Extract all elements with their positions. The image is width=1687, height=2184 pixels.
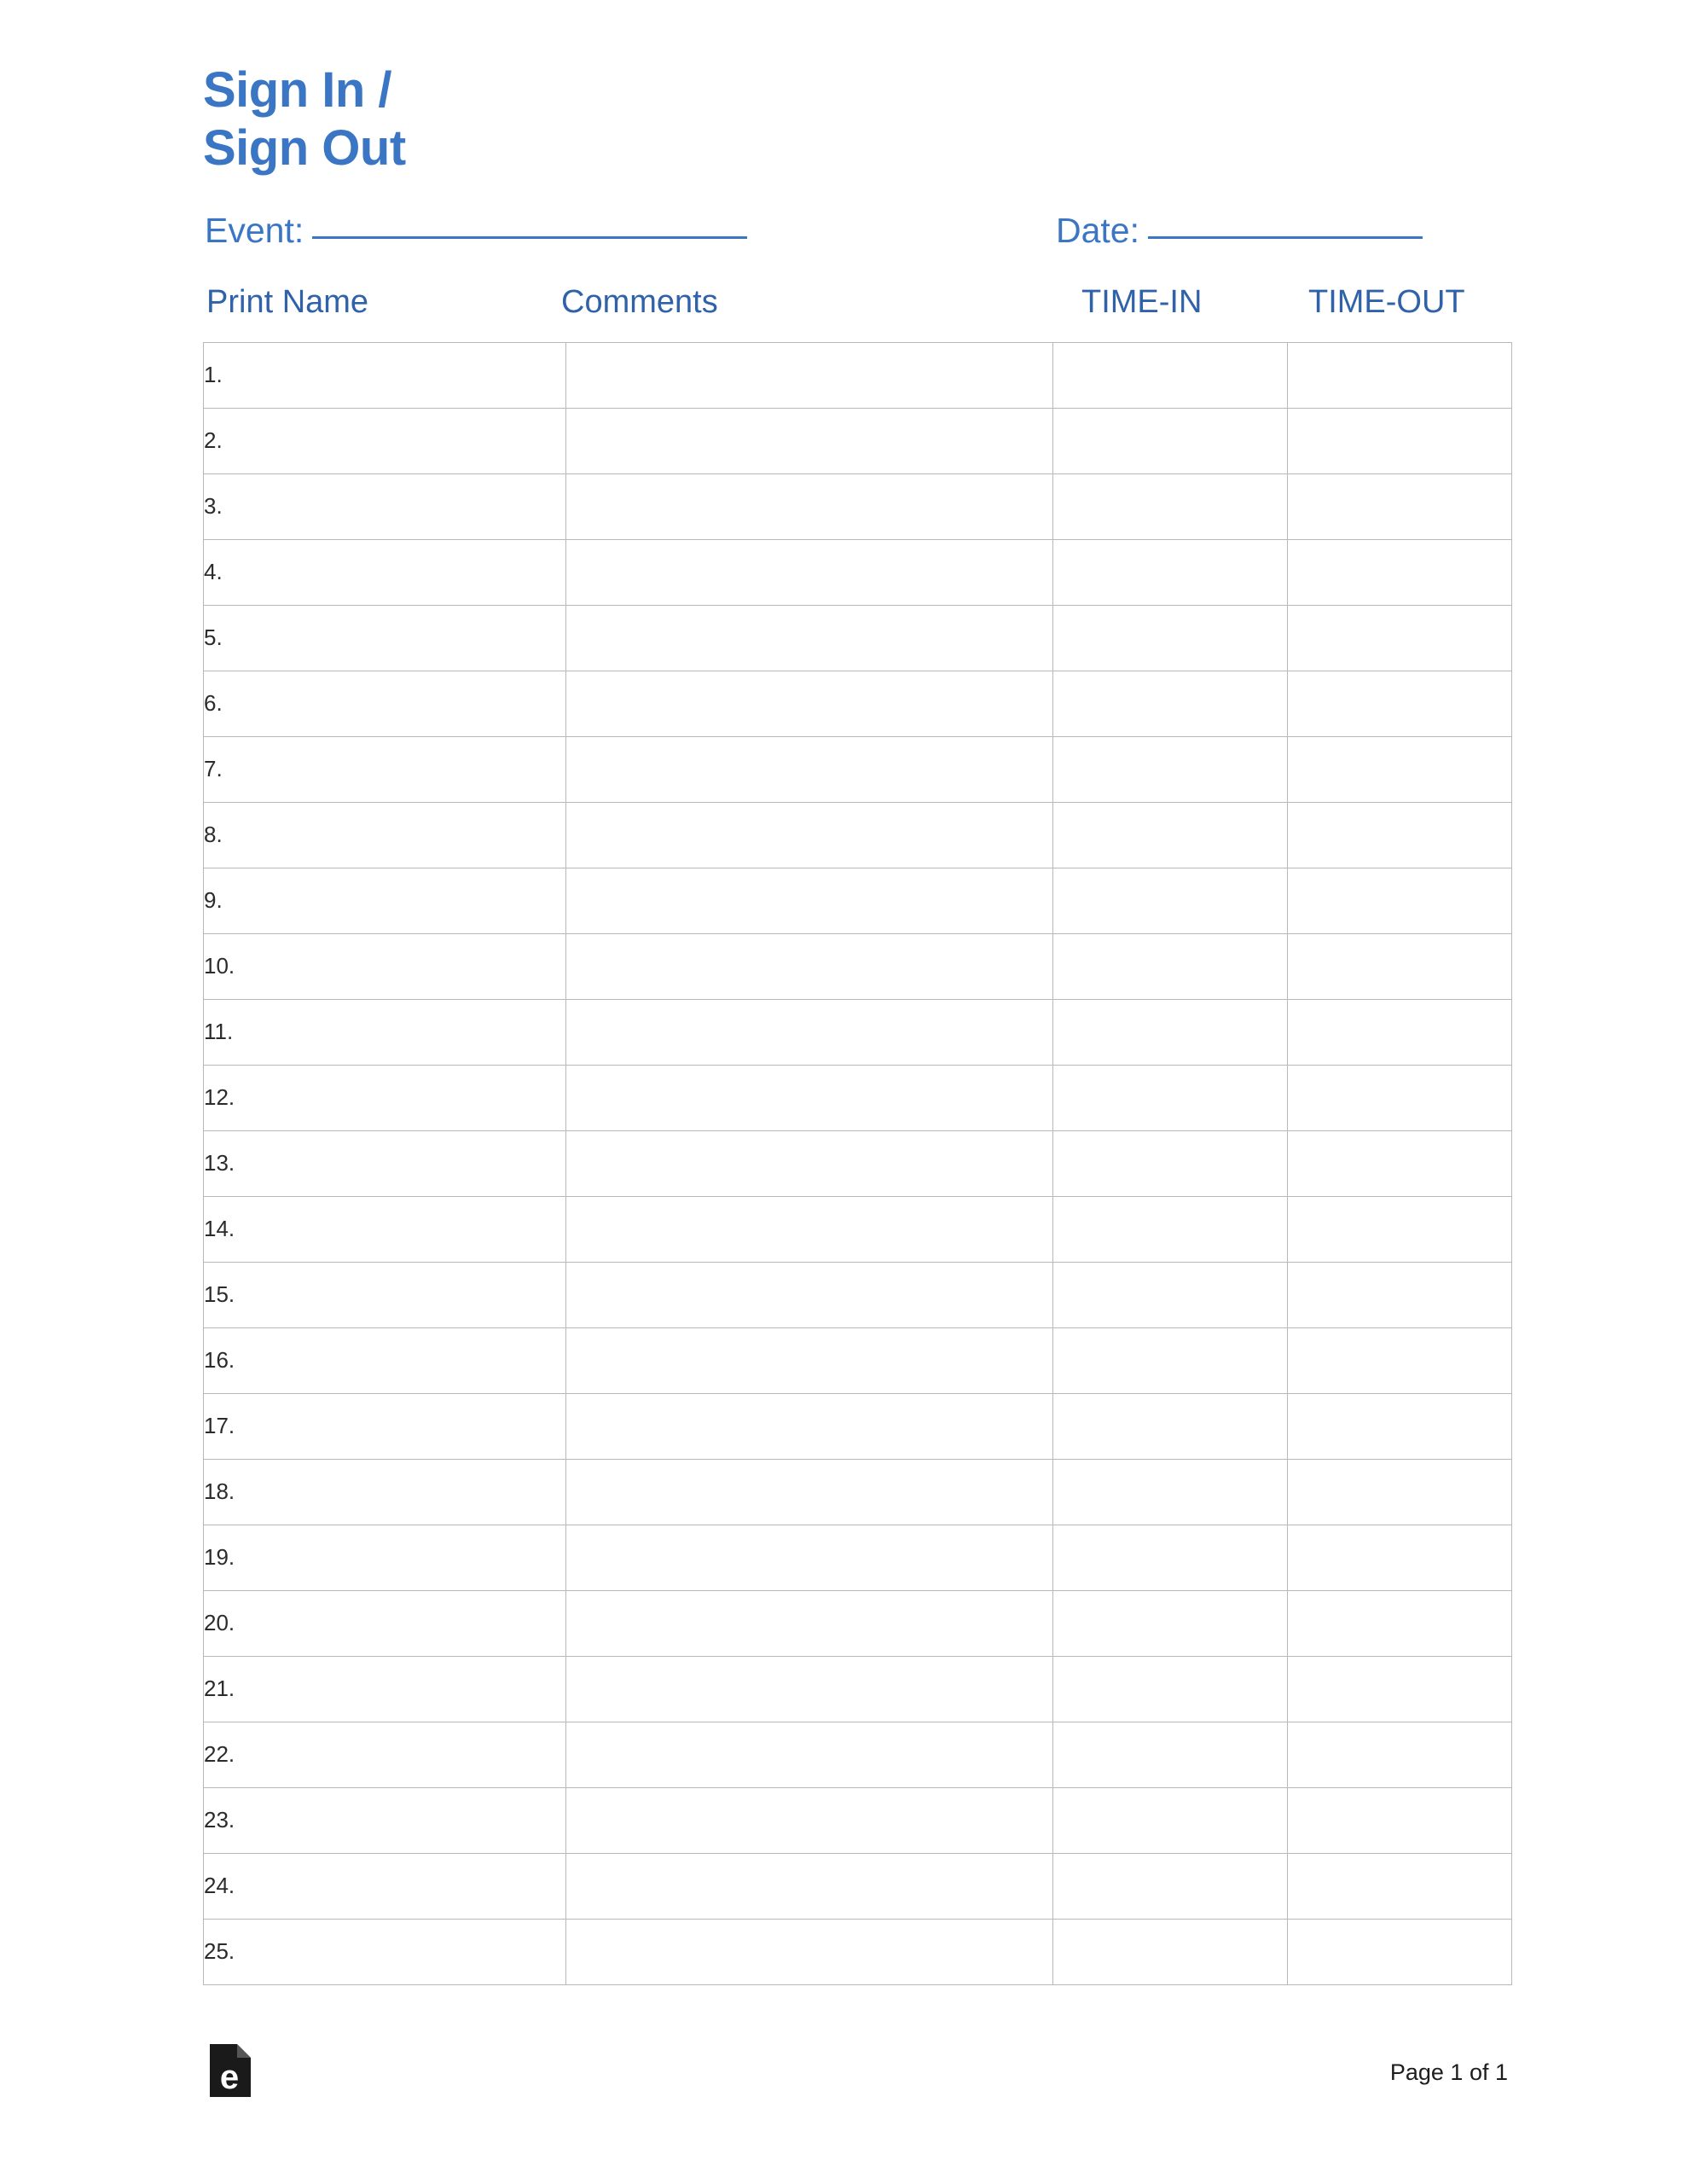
comments-cell[interactable] xyxy=(566,1459,1053,1525)
time-out-cell[interactable] xyxy=(1288,1787,1512,1853)
comments-cell[interactable] xyxy=(566,605,1053,671)
table-row xyxy=(204,999,1512,1065)
time-in-cell[interactable] xyxy=(1053,1525,1288,1590)
time-in-cell[interactable] xyxy=(1053,868,1288,933)
time-out-cell[interactable] xyxy=(1288,473,1512,539)
table-row xyxy=(204,1525,1512,1590)
row-number-and-name-cell[interactable]: 22. xyxy=(204,1722,566,1787)
table-row xyxy=(204,408,1512,473)
row-number-and-name-cell[interactable]: 15. xyxy=(204,1262,566,1327)
table-row xyxy=(204,933,1512,999)
row-number-and-name-cell[interactable]: 18. xyxy=(204,1459,566,1525)
row-number-and-name-cell[interactable]: 14. xyxy=(204,1196,566,1262)
row-number-and-name-cell[interactable]: 5. xyxy=(204,605,566,671)
table-row xyxy=(204,605,1512,671)
comments-cell[interactable] xyxy=(566,999,1053,1065)
time-in-cell[interactable] xyxy=(1053,1853,1288,1919)
table-row xyxy=(204,1459,1512,1525)
comments-cell[interactable] xyxy=(566,1525,1053,1590)
comments-cell[interactable] xyxy=(566,933,1053,999)
time-in-cell[interactable] xyxy=(1053,1130,1288,1196)
comments-cell[interactable] xyxy=(566,473,1053,539)
table-row xyxy=(204,671,1512,736)
time-in-cell[interactable] xyxy=(1053,802,1288,868)
table-row xyxy=(204,473,1512,539)
comments-cell[interactable] xyxy=(566,1787,1053,1853)
time-in-cell[interactable] xyxy=(1053,473,1288,539)
column-header-print-name: Print Name xyxy=(206,283,369,320)
table-row xyxy=(204,1919,1512,1984)
table-row xyxy=(204,1196,1512,1262)
time-out-cell[interactable] xyxy=(1288,1656,1512,1722)
comments-cell[interactable] xyxy=(566,1196,1053,1262)
time-in-cell[interactable] xyxy=(1053,999,1288,1065)
time-in-cell[interactable] xyxy=(1053,1787,1288,1853)
comments-cell[interactable] xyxy=(566,1262,1053,1327)
time-out-cell[interactable] xyxy=(1288,868,1512,933)
comments-cell[interactable] xyxy=(566,1065,1053,1130)
comments-cell[interactable] xyxy=(566,1853,1053,1919)
table-row xyxy=(204,802,1512,868)
time-out-cell[interactable] xyxy=(1288,802,1512,868)
row-number-and-name-cell[interactable]: 13. xyxy=(204,1130,566,1196)
title-line-1: Sign In / xyxy=(203,62,392,118)
time-out-cell[interactable] xyxy=(1288,1722,1512,1787)
row-number-and-name-cell[interactable]: 2. xyxy=(204,408,566,473)
row-number-and-name-cell[interactable]: 20. xyxy=(204,1590,566,1656)
comments-cell[interactable] xyxy=(566,1393,1053,1459)
svg-text:e: e xyxy=(219,2059,240,2096)
table-row xyxy=(204,1130,1512,1196)
date-field[interactable] xyxy=(1056,211,1423,251)
time-out-cell[interactable] xyxy=(1288,933,1512,999)
table-row xyxy=(204,868,1512,933)
time-out-cell[interactable] xyxy=(1288,605,1512,671)
time-out-cell[interactable] xyxy=(1288,342,1512,408)
time-in-cell[interactable] xyxy=(1053,1722,1288,1787)
time-out-cell[interactable] xyxy=(1288,1459,1512,1525)
comments-cell[interactable] xyxy=(566,1656,1053,1722)
row-number-and-name-cell[interactable]: 9. xyxy=(204,868,566,933)
table-row xyxy=(204,1787,1512,1853)
time-in-cell[interactable] xyxy=(1053,605,1288,671)
page-footer xyxy=(203,2042,1508,2111)
comments-cell[interactable] xyxy=(566,868,1053,933)
row-number-and-name-cell[interactable]: 16. xyxy=(204,1327,566,1393)
table-row xyxy=(204,1853,1512,1919)
time-in-cell[interactable] xyxy=(1053,933,1288,999)
comments-cell[interactable] xyxy=(566,1590,1053,1656)
page-count: Page 1 of 1 xyxy=(1389,2059,1508,2085)
table-row xyxy=(204,1722,1512,1787)
time-out-cell[interactable] xyxy=(1288,539,1512,605)
row-number-and-name-cell[interactable]: 17. xyxy=(204,1393,566,1459)
time-in-cell[interactable] xyxy=(1053,1196,1288,1262)
sign-in-table-body xyxy=(204,342,1512,1984)
comments-cell[interactable] xyxy=(566,342,1053,408)
time-in-cell[interactable] xyxy=(1053,408,1288,473)
event-field[interactable] xyxy=(205,211,747,251)
row-number-and-name-cell[interactable]: 19. xyxy=(204,1525,566,1590)
row-number-and-name-cell[interactable]: 23. xyxy=(204,1787,566,1853)
row-number-and-name-cell[interactable]: 24. xyxy=(204,1853,566,1919)
time-out-cell[interactable] xyxy=(1288,736,1512,802)
eforms-logo-icon xyxy=(206,2042,254,2099)
row-number-and-name-cell[interactable]: 8. xyxy=(204,802,566,868)
time-out-cell[interactable] xyxy=(1288,1130,1512,1196)
time-in-cell[interactable] xyxy=(1053,539,1288,605)
date-input-rule[interactable] xyxy=(1148,236,1423,239)
table-row xyxy=(204,1262,1512,1327)
comments-cell[interactable] xyxy=(566,671,1053,736)
time-out-cell[interactable] xyxy=(1288,999,1512,1065)
column-header-time-in: TIME-IN xyxy=(1081,283,1203,320)
row-number-and-name-cell[interactable]: 25. xyxy=(204,1919,566,1984)
row-number-and-name-cell[interactable]: 3. xyxy=(204,473,566,539)
comments-cell[interactable] xyxy=(566,539,1053,605)
event-date-row xyxy=(203,211,1508,264)
time-out-cell[interactable] xyxy=(1288,1393,1512,1459)
time-in-cell[interactable] xyxy=(1053,736,1288,802)
column-headers xyxy=(203,284,1508,335)
time-in-cell[interactable] xyxy=(1053,1656,1288,1722)
table-row xyxy=(204,1656,1512,1722)
page-title xyxy=(203,61,1508,178)
table-row xyxy=(204,342,1512,408)
time-in-cell[interactable] xyxy=(1053,671,1288,736)
comments-cell[interactable] xyxy=(566,408,1053,473)
table-row xyxy=(204,1393,1512,1459)
comments-cell[interactable] xyxy=(566,736,1053,802)
column-header-time-out: TIME-OUT xyxy=(1308,283,1465,320)
table-row xyxy=(204,1065,1512,1130)
time-in-cell[interactable] xyxy=(1053,1919,1288,1984)
row-number-and-name-cell[interactable]: 4. xyxy=(204,539,566,605)
row-number-and-name-cell[interactable]: 11. xyxy=(204,999,566,1065)
time-in-cell[interactable] xyxy=(1053,1590,1288,1656)
page-content xyxy=(203,0,1508,1985)
comments-cell[interactable] xyxy=(566,1130,1053,1196)
row-number-and-name-cell[interactable]: 7. xyxy=(204,736,566,802)
time-out-cell[interactable] xyxy=(1288,671,1512,736)
title-line-2: Sign Out xyxy=(203,120,406,177)
date-label: Date: xyxy=(1056,210,1139,250)
row-number-and-name-cell[interactable]: 6. xyxy=(204,671,566,736)
time-in-cell[interactable] xyxy=(1053,1393,1288,1459)
time-out-cell[interactable] xyxy=(1288,1327,1512,1393)
time-in-cell[interactable] xyxy=(1053,1327,1288,1393)
row-number-and-name-cell[interactable]: 21. xyxy=(204,1656,566,1722)
time-out-cell[interactable] xyxy=(1288,1065,1512,1130)
comments-cell[interactable] xyxy=(566,1919,1053,1984)
time-in-cell[interactable] xyxy=(1053,1459,1288,1525)
comments-cell[interactable] xyxy=(566,802,1053,868)
row-number-and-name-cell[interactable]: 10. xyxy=(204,933,566,999)
column-header-comments: Comments xyxy=(561,283,718,320)
time-out-cell[interactable] xyxy=(1288,1853,1512,1919)
time-out-cell[interactable] xyxy=(1288,1262,1512,1327)
table-row xyxy=(204,736,1512,802)
event-input-rule[interactable] xyxy=(312,236,747,239)
time-out-cell[interactable] xyxy=(1288,1525,1512,1590)
comments-cell[interactable] xyxy=(566,1327,1053,1393)
time-in-cell[interactable] xyxy=(1053,1262,1288,1327)
time-out-cell[interactable] xyxy=(1288,1590,1512,1656)
row-number-and-name-cell[interactable]: 12. xyxy=(204,1065,566,1130)
sign-in-table xyxy=(203,342,1512,1985)
time-out-cell[interactable] xyxy=(1288,1196,1512,1262)
table-row xyxy=(204,539,1512,605)
table-row xyxy=(204,1327,1512,1393)
time-out-cell[interactable] xyxy=(1288,408,1512,473)
comments-cell[interactable] xyxy=(566,1722,1053,1787)
row-number-and-name-cell[interactable]: 1. xyxy=(204,342,566,408)
event-label: Event: xyxy=(205,210,304,250)
time-in-cell[interactable] xyxy=(1053,1065,1288,1130)
time-out-cell[interactable] xyxy=(1288,1919,1512,1984)
time-in-cell[interactable] xyxy=(1053,342,1288,408)
table-row xyxy=(204,1590,1512,1656)
